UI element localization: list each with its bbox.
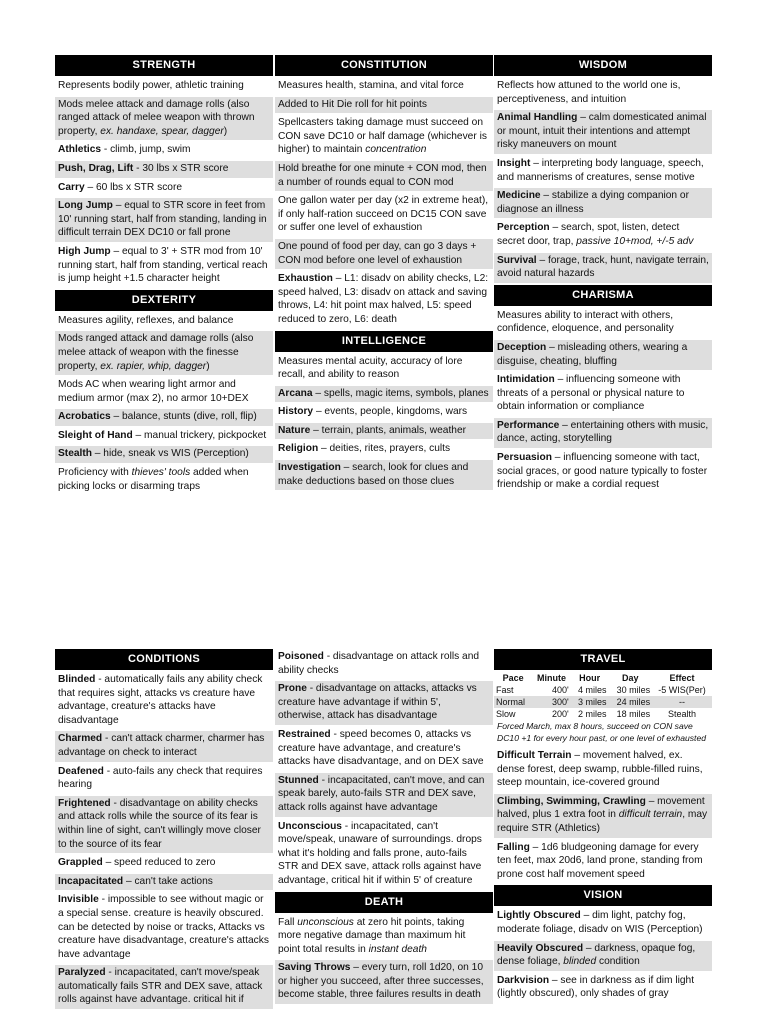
- entry: [275, 271, 493, 328]
- travel-row: [494, 696, 712, 708]
- entry: [55, 313, 273, 330]
- entry-text: – equal to 3' + STR mod from 10' running start, half from standing, vertical reach is jump height +1.5 character height: [58, 245, 268, 285]
- entry-text: – spells, magic items, symbols, planes: [312, 387, 489, 399]
- entry: [275, 404, 493, 421]
- entry-italic: thieves' tools: [131, 467, 191, 479]
- entry-term: Athletics: [58, 144, 102, 156]
- entry-text: - disadvantage on ability checks and attack rolls while the source of its fear is within line of sight, can't willingly move closer to the source of its fear: [58, 797, 261, 850]
- entry-term: Carry: [58, 181, 85, 193]
- entry: [494, 78, 712, 108]
- entry-text: – balance, stunts (dive, roll, flip): [110, 411, 257, 423]
- entry: [55, 161, 273, 178]
- entry-italic: unconscious: [297, 916, 354, 928]
- entry-term: Perception: [497, 222, 550, 234]
- entry-text: – forage, track, hunt, navigate terrain, avoid natural hazards: [497, 254, 709, 280]
- wisdom-entries: [494, 78, 712, 283]
- entry-text: Hold breathe for one minute + CON mod, then a number of rounds equal to CON mod: [278, 162, 487, 188]
- entry-text: – can't take actions: [123, 875, 213, 887]
- wisdom-column: [494, 55, 712, 496]
- entry-term: Exhaustion: [278, 273, 333, 285]
- travel-cell: Normal: [494, 696, 532, 708]
- entry: [55, 198, 273, 242]
- entry: [55, 142, 273, 159]
- entry: [55, 377, 273, 407]
- constitution-entries: [275, 78, 493, 329]
- entry-term: Nature: [278, 424, 311, 436]
- conditions-entries: [55, 672, 273, 1009]
- entry: [275, 115, 493, 159]
- entry-term: Prone: [278, 683, 307, 695]
- entry-text: – interpreting body language, speech, and mannerisms of creatures, sense motive: [497, 157, 704, 183]
- entry: [494, 156, 712, 186]
- entry-text: – misleading others, wearing a disguise, cheating, bluffing: [497, 341, 688, 367]
- entry-text: – terrain, plants, animals, weather: [310, 424, 466, 436]
- travel-cell: Stealth: [668, 709, 697, 719]
- entry-term: Stealth: [58, 448, 92, 460]
- entry: [494, 908, 712, 938]
- entry-text: – speed reduced to zero: [102, 857, 216, 869]
- entry-text: - incapacitated, can't move/speak automatically fails STR and DEX save, attack rolls against have advantage. critical hit if: [58, 967, 263, 1006]
- travel-cell: 18 miles: [616, 709, 651, 719]
- travel-table-header-row: [494, 672, 712, 684]
- entry: [55, 409, 273, 426]
- conditions-continued-column: [275, 649, 493, 1006]
- entry-text: – influencing someone with threats of a personal or physical nature to obtain information or compliance: [497, 374, 685, 413]
- entry: [55, 892, 273, 963]
- entry-text: – entertaining others with music, dance, acting, storytelling: [497, 419, 709, 445]
- entry: [494, 220, 712, 250]
- travel-table-body: [494, 684, 712, 720]
- entry-text: – every turn, roll 1d20, on 10 or higher you succeed, after three successes, become stable, three failures results in death: [278, 962, 484, 1001]
- entry: [55, 465, 273, 495]
- entry: [275, 460, 493, 490]
- travel-header: TRAVEL: [494, 649, 712, 670]
- charisma-header: CHARISMA: [494, 285, 712, 306]
- travel-entries: [494, 748, 712, 883]
- entry-text: – influencing someone with tact, social graces, or good nature typically to foster friendship or make a cordial request: [497, 452, 708, 491]
- entry-term: Animal Handling: [497, 112, 578, 124]
- entry-text: Mods ranged attack and damage rolls (also melee attack of weapon with the finesse property,: [58, 333, 254, 372]
- travel-column-header: Minute: [537, 673, 567, 683]
- entry-text: - disadvantage on attack rolls and ability checks: [278, 651, 480, 676]
- entry-term: Incapacitated: [58, 875, 124, 887]
- travel-cell: 30 miles: [616, 685, 651, 695]
- entry: [494, 450, 712, 494]
- entry-text: - auto-fails any check that requires hearing: [58, 765, 263, 791]
- entry: [494, 748, 712, 792]
- entry: [55, 428, 273, 445]
- entry-term: Sleight of Hand: [58, 429, 133, 441]
- travel-cell: 2 miles: [577, 709, 607, 719]
- entry: [275, 423, 493, 440]
- dexterity-header: DEXTERITY: [55, 290, 273, 311]
- entry-text: Reflects how attuned to the world one is, perceptiveness, and intuition: [497, 80, 681, 105]
- entry-text: - climb, jump, swim: [101, 144, 191, 156]
- vision-header: VISION: [494, 885, 712, 906]
- entry: [494, 110, 712, 154]
- entry-text: – movement halved, plus 1 extra foot in: [497, 795, 705, 821]
- entry-text: - incapacitated, can't move, and can speak barely, auto-fails STR and DEX save, attack rolls against have advantage: [278, 774, 485, 813]
- entry-term: Saving Throws: [278, 962, 351, 974]
- travel-row: [494, 708, 712, 720]
- entry-text: - automatically fails any ability check that requires sight, attacks vs creature have advantage, creature's attacks have disadvantage: [58, 674, 263, 726]
- entry-text: – 1d6 bludgeoning damage for every ten feet, max 20d6, land prone, standing from prone cost half movement speed: [497, 841, 703, 880]
- entry: [494, 308, 712, 338]
- travel-cell: 24 miles: [608, 696, 652, 708]
- entry: [494, 418, 712, 448]
- entry-term: Investigation: [278, 462, 341, 474]
- travel-pace-table: [494, 672, 712, 720]
- entry: [275, 727, 493, 771]
- entry-italic: passive 10+mod, +/-5 adv: [576, 235, 694, 247]
- travel-cell: --: [652, 696, 712, 708]
- entry-term: History: [278, 406, 314, 418]
- entry-italic: instant death: [368, 943, 427, 955]
- entry-text: One pound of food per day, can go 3 days + CON mod before one level of exhaustion: [278, 240, 477, 266]
- entry: [494, 372, 712, 416]
- entry: [275, 239, 493, 269]
- entry-text: Mods AC when wearing light armor and medium armor (max 2), no armor 10+DEX: [58, 379, 249, 404]
- entry: [494, 973, 712, 1003]
- entry-term: Falling: [497, 841, 530, 853]
- entry: [275, 960, 493, 1004]
- constitution-column: [275, 55, 493, 492]
- entry-text: - disadvantage on attacks, attacks vs creature have advantage if within 5', otherwise, attack has disadvantage: [278, 683, 477, 722]
- entry: [55, 731, 273, 761]
- entry-text: Measures agility, reflexes, and balance: [58, 314, 234, 326]
- entry-text-after: at zero hit points, taking more negative damage than maximum hit point total results in: [278, 916, 466, 955]
- travel-cell: 400': [551, 685, 569, 695]
- entry-text: – calm domesticated animal or mount, intuit their intentions and attempt risky maneuvers on mount: [497, 112, 707, 151]
- entry: [55, 672, 273, 729]
- entry-term: Frightened: [58, 797, 111, 809]
- entry-term: Invisible: [58, 894, 99, 906]
- entry-text: – movement halved, ex. dense forest, deep swamp, rubble-filled ruins, steep mountain, ice-covered ground: [497, 750, 703, 789]
- travel-cell: Fast: [496, 685, 514, 695]
- entry: [275, 441, 493, 458]
- entry: [55, 331, 273, 375]
- entry-text: – deities, rites, prayers, cults: [318, 443, 451, 455]
- travel-column-header: Effect: [669, 673, 695, 683]
- entry: [275, 161, 493, 191]
- entry: [275, 915, 493, 959]
- entry-text-after: condition: [596, 956, 640, 968]
- entry: [55, 97, 273, 141]
- entry-text: - 30 lbs x STR score: [133, 162, 229, 174]
- conditions-column: [55, 649, 273, 1011]
- travel-column-header: Day: [622, 673, 639, 683]
- travel-column-header: Pace: [502, 673, 524, 683]
- entry-text: Spellcasters taking damage must succeed on CON save DC10 or half damage (whichever is higher) to maintain: [278, 117, 487, 156]
- entry-text: One gallon water per day (x2 in extreme heat), if only half-ration succeed on DC15 CON save or suffer one level of exhaustion: [278, 195, 489, 234]
- entry-term: Acrobatics: [58, 411, 111, 423]
- entry-term: Poisoned: [278, 651, 324, 662]
- strength-header: STRENGTH: [55, 55, 273, 76]
- entry-term: Difficult Terrain: [497, 750, 572, 761]
- entry-term: Heavily Obscured: [497, 942, 584, 954]
- entry-text: – search, spot, listen, detect secret door, trap,: [497, 222, 680, 247]
- entry-term: Unconscious: [278, 820, 342, 832]
- entry-text: Measures health, stamina, and vital force: [278, 80, 464, 91]
- entry-text: – dim light, patchy fog, moderate foliage, disadv on WIS (Perception): [497, 910, 703, 935]
- entry-term: Arcana: [278, 387, 313, 399]
- constitution-header: CONSTITUTION: [275, 55, 493, 76]
- entry-text: Measures mental acuity, accuracy of lore recall, and ability to reason: [278, 355, 463, 381]
- entry-term: Blinded: [58, 674, 96, 685]
- entry-text: - impossible to see without magic or a special sense. creature is heavily obscured. can be detected by noise or tracks, Attacks vs creature have disadvantage, creature's attacks have advantage: [58, 894, 269, 960]
- travel-cell: 3 miles: [571, 696, 609, 708]
- entry: [55, 874, 273, 891]
- entry: [55, 446, 273, 463]
- travel-cell: 4 miles: [577, 685, 607, 695]
- entry-text: – stabilize a dying companion or diagnose an illness: [497, 190, 689, 215]
- entry: [55, 244, 273, 288]
- entry: [494, 253, 712, 283]
- entry-text: – L1: disadv on ability checks, L2: speed halved, L3: disadv on attack and saving throws, L4: hit point max halved, L5: speed reduced to zero, L6: death: [278, 273, 489, 325]
- entry-term: Deafened: [58, 765, 104, 777]
- entry-term: High Jump: [58, 245, 111, 257]
- entry-term: Lightly Obscured: [497, 910, 581, 922]
- entry-term: Insight: [497, 157, 531, 169]
- entry: [275, 649, 493, 679]
- entry: [275, 193, 493, 237]
- entry: [275, 681, 493, 725]
- entry-term: Medicine: [497, 190, 541, 202]
- forced-march-note: Forced March, max 8 hours, succeed on CON save DC10 +1 for every hour past, or one level of exhausted: [497, 721, 706, 743]
- entry-term: Grappled: [58, 857, 103, 869]
- entry-term: Push, Drag, Lift: [58, 162, 134, 174]
- travel-row: [494, 684, 712, 696]
- entry-italic: difficult terrain: [618, 809, 683, 821]
- entry-italic: blinded: [563, 956, 597, 968]
- entry-text-after: ): [223, 125, 228, 137]
- entry-text: – hide, sneak vs WIS (Perception): [91, 448, 249, 460]
- entry: [494, 840, 712, 884]
- death-entries: [275, 915, 493, 1005]
- entry-text: Measures ability to interact with others, confidence, eloquence, and personality: [497, 309, 674, 335]
- entry-text-after: , may require STR (Athletics): [497, 809, 708, 834]
- entry-term: Survival: [497, 254, 537, 266]
- entry-term: Religion: [278, 443, 319, 455]
- entry-text: – manual trickery, pickpocket: [132, 429, 267, 441]
- entry-text-after: added when picking locks or disarming traps: [58, 467, 249, 492]
- entry: [275, 354, 493, 384]
- wisdom-header: WISDOM: [494, 55, 712, 76]
- vision-entries: [494, 908, 712, 1003]
- entry-italic: ex. handaxe, spear, dagger: [100, 125, 224, 137]
- entry: [55, 78, 273, 95]
- intelligence-header: INTELLIGENCE: [275, 331, 493, 352]
- entry: [494, 340, 712, 370]
- entry-text: - can't attack charmer, charmer has advantage on check to interact: [58, 733, 265, 758]
- entry: [55, 855, 273, 872]
- entry: [275, 386, 493, 403]
- travel-cell: Slow: [496, 709, 516, 719]
- entry: [494, 794, 712, 838]
- entry-term: Charmed: [58, 733, 103, 745]
- strength-column: [55, 55, 273, 497]
- entry: [275, 773, 493, 817]
- travel-cell: -5 WIS(Per): [658, 685, 706, 695]
- death-header: DEATH: [275, 892, 493, 913]
- entry: [275, 97, 493, 114]
- entry-text: – see in darkness as if dim light (lightly obscured), only shades of gray: [497, 974, 695, 1000]
- conditions-header: CONDITIONS: [55, 649, 273, 670]
- entry-term: Paralyzed: [58, 967, 106, 979]
- strength-entries: [55, 78, 273, 288]
- entry-text: – events, people, kingdoms, wars: [313, 406, 468, 418]
- entry: [494, 188, 712, 218]
- entry: [55, 764, 273, 794]
- entry: [55, 796, 273, 853]
- entry-term: Intimidation: [497, 374, 555, 386]
- entry: [55, 965, 273, 1009]
- entry: [494, 941, 712, 971]
- charisma-entries: [494, 308, 712, 494]
- entry-text: – 60 lbs x STR score: [84, 181, 183, 193]
- entry-term: Deception: [497, 341, 547, 353]
- dexterity-entries: [55, 313, 273, 496]
- entry-italic: ex. rapier, whip, dagger: [100, 360, 207, 372]
- entry-term: Darkvision: [497, 974, 550, 986]
- entry: [275, 78, 493, 95]
- entry-term: Persuasion: [497, 452, 552, 464]
- entry-text: - speed becomes 0, attacks vs creature have advantage, and creature's attacks have disadvantage, and on DEX save: [278, 728, 484, 768]
- travel-column: [494, 649, 712, 1005]
- entry-text: - incapacitated, can't move/speak, unaware of surroundings. drops what it's holding and falls prone, auto-fails STR and DEX save, attack rolls against have advantage, critical hit if within 5' of creature: [278, 820, 482, 886]
- entry: [275, 819, 493, 890]
- entry-text: Represents bodily power, athletic training: [58, 80, 244, 91]
- entry-italic: concentration: [365, 144, 427, 156]
- entry-term: Performance: [497, 419, 560, 431]
- entry-text: – darkness, opaque fog, dense foliage,: [497, 942, 696, 968]
- entry: [55, 180, 273, 197]
- entry-text: – equal to STR score in feet from 10' running start, half from standing, landing in difficult terrain DEX DC10 or fall prone: [58, 200, 267, 239]
- entry-term: Long Jump: [58, 200, 113, 212]
- entry-term: Climbing, Swimming, Crawling: [497, 795, 646, 807]
- entry-text: Added to Hit Die roll for hit points: [278, 98, 427, 110]
- entry-text: Proficiency with: [58, 467, 132, 479]
- entry-text-after: ): [206, 360, 210, 372]
- entry-text: Fall: [278, 916, 298, 928]
- travel-cell: 300': [532, 696, 570, 708]
- entry-text: – search, look for clues and make deductions based on those clues: [278, 462, 469, 487]
- intelligence-entries: [275, 354, 493, 491]
- entry-term: Restrained: [278, 728, 331, 740]
- conditions-continued-entries: [275, 649, 493, 890]
- entry-term: Stunned: [278, 774, 319, 786]
- entry-text: Mods melee attack and damage rolls (also ranged attack of melee weapon with thrown property,: [58, 98, 255, 137]
- travel-column-header: Hour: [579, 673, 601, 683]
- travel-cell: 200': [551, 709, 569, 719]
